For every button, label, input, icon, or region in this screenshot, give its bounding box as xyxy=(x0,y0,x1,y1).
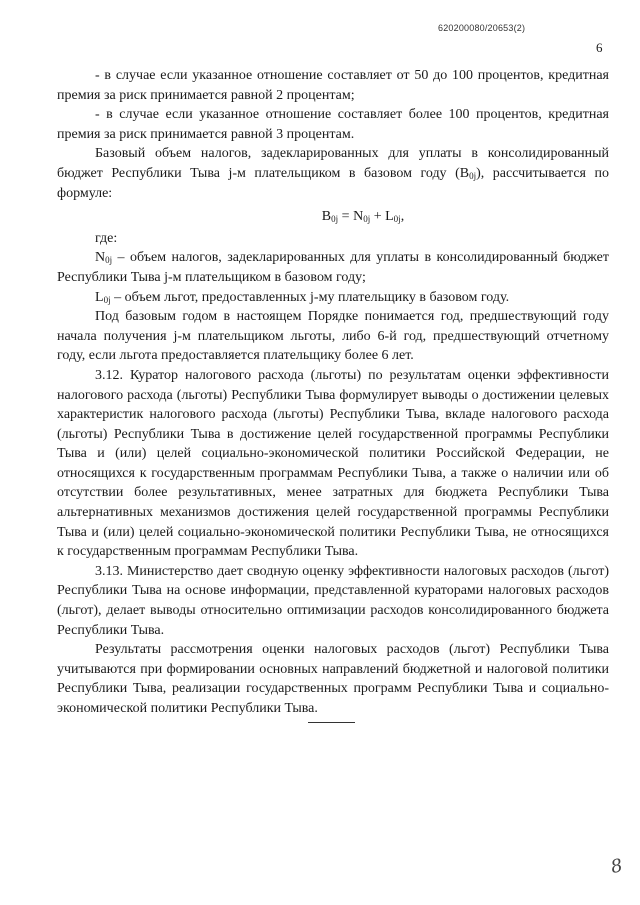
document-body xyxy=(57,66,609,719)
formula-l-sub: 0j xyxy=(393,214,401,225)
where-label: где: xyxy=(95,230,118,246)
paragraph-risk-premium-3: - в случае если указанное отношение составляет более 100 процентов, кредитная премия за риск принимается равной 3 процентам. xyxy=(57,107,609,142)
formula-n: N xyxy=(353,209,364,225)
paragraph-3-12: 3.12. Куратор налогового расхода (льготы) по результатам оценки эффективности налогового расхода (льготы) Республики Тыва формулирует выводы о достижении целевых характеристик налогового расхода (льготы) Республики Тыва, вкладе налогового расхода (льготы) Республики Тыва в достижение целей государственной программы Республики Тыва и (или) целей социально-экономической политики Российской Федерации, не относящихся к государственным программам Республики Тыва, а также о наличии или об отсутствии более результативных, менее затратных для бюджета Республики Тыва альтернативных механизмов достижения целей государственной программы Республики Тыва и (или) целей социально-экономической политики Республики Тыва, не относящихся к государственным программам Республики Тыва. xyxy=(57,367,609,560)
base-volume-tail: ), рассчитывается по формуле: xyxy=(57,165,609,201)
end-divider xyxy=(308,722,355,723)
definition-n-text: – объем налогов, задекларированных для уплаты в консолидированный бюджет Республики Тыва j-м плательщиком в базовом году; xyxy=(57,250,609,285)
formula-end: , xyxy=(400,209,405,225)
document-id: 620200080/20653(2) xyxy=(438,23,526,33)
base-volume-sub: 0j xyxy=(469,170,477,181)
definition-l-sub: 0j xyxy=(103,294,111,305)
paragraph-results: Результаты рассмотрения оценки налоговых расходов (льгот) Республики Тыва учитываются при формировании основных направлений бюджетной и налоговой политики Республики Тыва, реализации государственных программ Республики Тыва и социально-экономической политики Республики Тыва. xyxy=(57,642,609,716)
formula-lhs-sub: 0j xyxy=(331,214,339,225)
formula-lhs: B xyxy=(321,209,332,225)
paragraph-risk-premium-2: - в случае если указанное отношение составляет от 50 до 100 процентов, кредитная премия за риск принимается равной 2 процентам; xyxy=(57,68,609,103)
definition-n-sub: 0j xyxy=(105,255,113,266)
definition-l-text: – объем льгот, предоставленных j-му плательщику в базовом году. xyxy=(110,289,510,305)
formula xyxy=(57,207,609,227)
paragraph-base-volume xyxy=(57,144,609,203)
definition-n-symbol: N xyxy=(95,250,106,266)
formula-n-sub: 0j xyxy=(363,214,371,225)
definition-n xyxy=(57,248,609,287)
definition-l-symbol: L xyxy=(95,289,104,305)
formula-eq: = xyxy=(338,209,354,225)
paragraph-base-year: Под базовым годом в настоящем Порядке понимается год, предшествующий году начала получения j-м плательщиком льготы, либо 6-й год, предшествующий отчетному году, если льгота предоставляется плательщику более 6 лет. xyxy=(57,309,609,364)
definition-l xyxy=(57,288,609,308)
base-volume-text: Базовый объем налогов, задекларированных для уплаты в консолидированный бюджет Республики Тыва j-м плательщиком в базовом году (B xyxy=(57,146,609,181)
formula-plus: + xyxy=(370,209,386,225)
handwritten-page-mark: 8 xyxy=(608,855,625,878)
paragraph-3-13: 3.13. Министерство дает сводную оценку эффективности налоговых расходов (льгот) Республики Тыва на основе информации, представленной кураторами налоговых расходов (льгот), делает выводы относительно оптимизации расходов консолидированного бюджета Республики Тыва. xyxy=(57,563,609,638)
page-number: 6 xyxy=(596,40,603,55)
formula-l: L xyxy=(385,209,394,225)
